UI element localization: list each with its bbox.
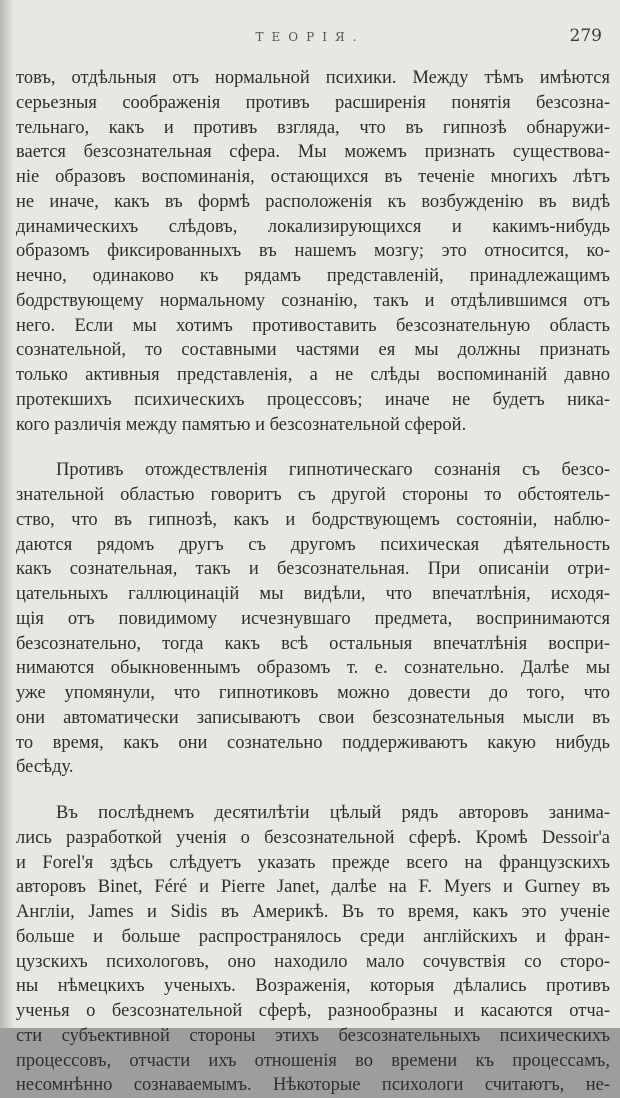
- text-line: ство, что въ гипнозѣ, какъ и бодрствующемъ состояніи, наблю-: [16, 509, 610, 530]
- text-line: динамическихъ слѣдовъ, локализирующихся и какимъ-нибудь: [16, 216, 610, 237]
- text-line: вается безсознательная сфера. Мы можемъ признать существова-: [16, 142, 610, 163]
- text-line: какъ сознательная, такъ и безсознательная. При описаніи отри-: [16, 559, 610, 580]
- text-line: только активныя представленія, а не слѣды воспоминаній давно: [16, 365, 610, 385]
- text-line: ніе образовъ воспоминанія, остающихся въ теченіе многихъ лѣтъ: [16, 167, 610, 187]
- text-line: бодрствующему нормальному сознанію, такъ и отдѣлившимся отъ: [16, 290, 610, 311]
- text-line: и Forel'я здѣсь слѣдуетъ указать прежде всего на французскихъ: [16, 852, 610, 873]
- text-line: лись разработкой ученія о безсознательной сферѣ. Кромѣ Dessoir'a: [16, 827, 610, 848]
- text-line: щія отъ повидимому исчезнувшаго предмета, воспринимаются: [16, 608, 610, 629]
- text-line: образомъ фиксированныхъ въ нашемъ мозгу; это относится, ко-: [16, 241, 610, 262]
- text-line: то время, какъ они сознательно поддерживаютъ какую нибудь: [16, 732, 610, 753]
- text-line: сти субъективной стороны этихъ безсознательныхъ психическихъ: [16, 1025, 610, 1046]
- text-line: кого различія между памятью и безсознательной сферой.: [16, 414, 467, 435]
- text-line: даются рядомъ другъ съ другомъ психическая дѣятельность: [16, 534, 610, 555]
- page-edge-shadow: [0, 0, 14, 1028]
- text-line: товъ, отдѣльныя отъ нормальной психики. Между тѣмъ имѣются: [16, 68, 610, 88]
- paragraph-2: [16, 458, 610, 780]
- text-line: него. Если мы хотимъ противоставить безсознательную область: [16, 315, 610, 336]
- text-line: Въ послѣднемъ десятилѣтіи цѣлый рядъ авторовъ занима-: [56, 803, 610, 823]
- text-line: знательной областью говоритъ съ другой стороны то обстоятель-: [16, 485, 610, 505]
- text-line: не иначе, какъ въ формѣ расположенія къ возбужденію въ видѣ: [16, 191, 610, 212]
- text-line: серьезныя соображенія противъ расширенія понятія безсозна-: [16, 92, 610, 113]
- body-text: [16, 66, 610, 1098]
- paragraph-1: [16, 66, 610, 437]
- text-line: сознательной, то составными частями ея мы должны признать: [16, 340, 610, 361]
- text-line: ны нѣмецкихъ ученыхъ. Возраженія, которыя дѣлались противъ: [16, 976, 610, 997]
- text-line: нечно, одинаково къ рядамъ представленій, принадлежащимъ: [16, 266, 610, 286]
- text-line: тельнаго, какъ и противъ взгляда, что въ гипнозѣ обнаружи-: [16, 117, 610, 138]
- text-line: нимаются обыкновеннымъ образомъ т. е. сознательно. Далѣе мы: [16, 658, 610, 679]
- running-title: ТЕОРІЯ.: [255, 30, 365, 44]
- text-line: больше и больше распространялось среди англійскихъ и фран-: [16, 926, 610, 947]
- page-number: 279: [569, 26, 602, 46]
- text-line: они автоматически записываютъ свои безсознательныя мысли въ: [16, 707, 610, 728]
- text-line: протекшихъ психическихъ процессовъ; иначе не будетъ ника-: [16, 389, 610, 410]
- text-line: бесѣду.: [16, 757, 74, 778]
- text-line: ученья о безсознательной сферѣ, разнообразны и касаются отча-: [16, 1001, 610, 1021]
- text-line: цузскихъ психологовъ, оно находило мало сочувствія со сторо-: [16, 951, 610, 972]
- text-line: авторовъ Binet, Féré и Pierre Janet, далѣе на F. Myers и Gurney въ: [16, 877, 610, 898]
- text-line: уже упомянули, что гипнотиковъ можно довести до того, что: [16, 683, 610, 703]
- text-line: Противъ отождествленія гипнотическаго сознанія съ безсо-: [56, 460, 610, 481]
- paragraph-3: [16, 801, 610, 1098]
- text-line: несомнѣнно сознаваемымъ. Нѣкоторые психологи считаютъ, не-: [16, 1075, 610, 1096]
- text-line: Англіи, James и Sidis въ Америкѣ. Въ то время, какъ это ученіе: [16, 902, 610, 922]
- page-header: [14, 22, 606, 52]
- text-line: процессовъ, отчасти ихъ отношенія во времени къ процессамъ,: [16, 1050, 610, 1071]
- text-line: цательныхъ галлюцинацій мы видѣли, что впечатлѣнія, исходя-: [16, 584, 610, 604]
- text-line: безсознательно, тогда какъ всѣ остальныя впечатлѣнія воспри-: [16, 633, 610, 654]
